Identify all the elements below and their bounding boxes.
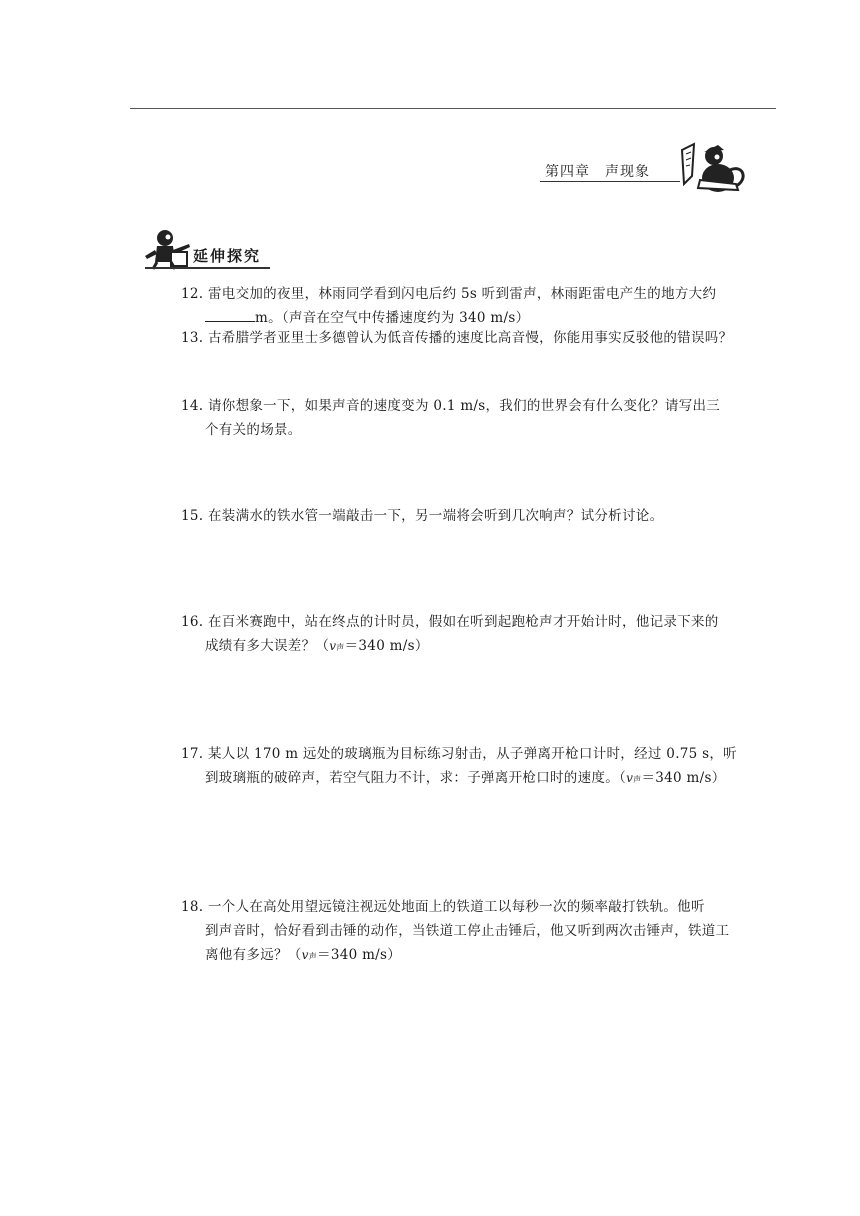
question-text: 请你想象一下，如果声音的速度变为 0.1 m/s，我们的世界会有什么变化？请写出三 — [207, 398, 721, 414]
question-18 — [181, 895, 741, 969]
question-text: 一个人在高处用望远镜注视远处地面上的铁道工以每秒一次的频率敲打铁轨。他听 — [207, 899, 705, 915]
chapter-title: 第四章 声现象 — [545, 164, 650, 180]
question-number: 14. — [181, 398, 204, 414]
question-text: 到玻璃瓶的破碎声，若空气阻力不计，求：子弹离开枪口时的速度。（ — [205, 770, 627, 786]
question-text: ＝340 m/s） — [344, 638, 429, 654]
question-14 — [181, 394, 741, 442]
question-number: 15. — [181, 508, 204, 524]
question-number: 18. — [181, 899, 204, 915]
speed-symbol: v声 — [301, 948, 318, 962]
answer-blank[interactable] — [205, 307, 255, 322]
question-text: 离他有多远？（ — [205, 947, 302, 963]
question-number: 12. — [181, 286, 204, 302]
question-text: ＝340 m/s） — [641, 770, 726, 786]
section-title: 延伸探究 — [193, 247, 262, 265]
mascot-reading-icon — [678, 140, 750, 198]
question-13 — [181, 326, 741, 350]
question-number: 13. — [181, 330, 204, 346]
question-17 — [181, 742, 741, 792]
speed-symbol: v声 — [329, 639, 345, 653]
question-text: 在装满水的铁水管一端敲击一下，另一端将会听到几次响声？试分析讨论。 — [207, 508, 664, 524]
mascot-pointing-icon — [145, 228, 191, 270]
question-15 — [181, 504, 741, 528]
section-underline — [145, 267, 270, 269]
question-text: 在百米赛跑中，站在终点的计时员，假如在听到起跑枪声才开始计时，他记录下来的 — [207, 614, 719, 630]
question-number: 16. — [181, 614, 204, 630]
header-rule — [130, 108, 776, 109]
speed-symbol: v声 — [626, 771, 642, 785]
question-text: 雷电交加的夜里，林雨同学看到闪电后约 5s 听到雷声，林雨距雷电产生的地方大约 — [207, 286, 717, 302]
question-text: 古希腊学者亚里士多德曾认为低音传播的速度比高音慢，你能用事实反驳他的错误吗？ — [207, 330, 733, 346]
question-text: 成绩有多大误差？（ — [205, 638, 330, 654]
question-text: ＝340 m/s） — [317, 947, 402, 963]
question-text: m。（声音在空气中传播速度约为 340 m/s） — [255, 310, 530, 326]
question-text: 到声音时，恰好看到击锤的动作，当铁道工停止击锤后，他又听到两次击锤声，铁道工 — [205, 923, 730, 939]
question-text: 个有关的场景。 — [205, 422, 302, 438]
question-16 — [181, 610, 741, 660]
question-number: 17. — [181, 746, 204, 762]
chapter-underline — [540, 181, 680, 182]
question-text: 某人以 170 m 远处的玻璃瓶为目标练习射击，从子弹离开枪口计时，经过 0.75 s，听 — [207, 746, 737, 762]
question-12 — [181, 282, 741, 330]
